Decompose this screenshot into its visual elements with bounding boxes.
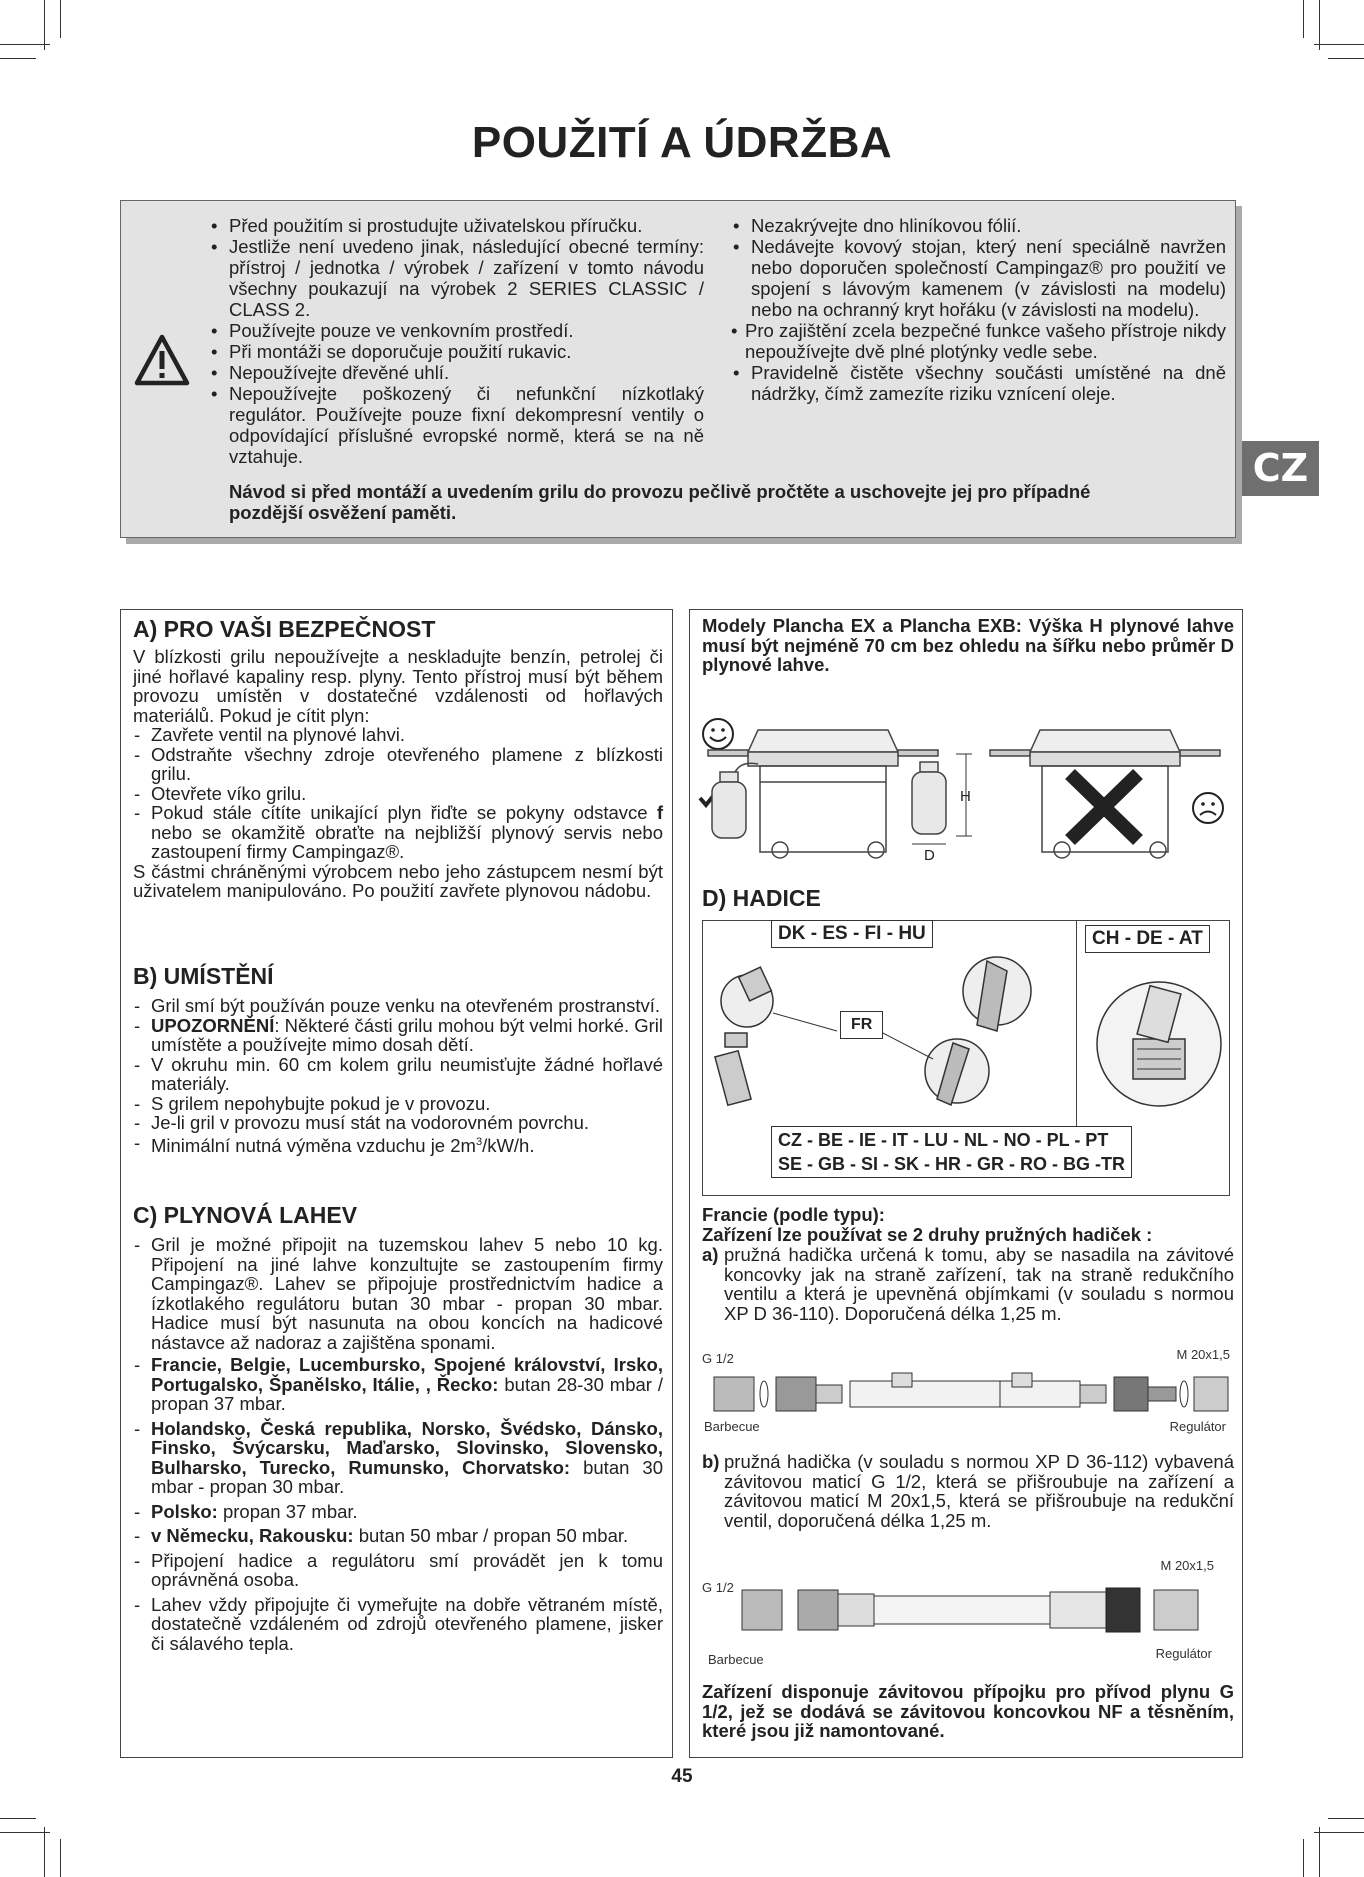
- label-dk-es-fi-hu: DK - ES - FI - HU: [771, 920, 933, 948]
- warning-item: • Nedávejte kovový stojan, který není speciálně navržen nebo doporučen společností Campingaz® pro použití ve spojení s lávovým kamenem (v závislosti na modelu) nebo na ochranný kryt hořáku (v závislosti na modelu).: [731, 236, 1226, 320]
- section-a-heading: A) PRO VAŠI BEZPEČNOST: [133, 616, 436, 642]
- crop-mark: [1319, 0, 1320, 50]
- hose-connector-diagram: [702, 920, 1230, 1196]
- grill-right: [990, 730, 1220, 858]
- fig-label-barbecue: Barbecue: [704, 1419, 760, 1434]
- crop-mark: [1314, 1832, 1364, 1833]
- crop-mark: [1328, 1818, 1364, 1819]
- hose-figure-b: [702, 1558, 1234, 1672]
- crop-mark: [1303, 0, 1304, 38]
- hose-b-illustration: [702, 1580, 1234, 1640]
- fig-label-regulator: Regulátor: [1169, 1419, 1226, 1434]
- section-a-outro: S částmi chráněnými výrobcem nebo jeho zástupcem nesmí být uživatelem manipulováno. Po použití zavřete plynovou nádobu.: [133, 860, 663, 901]
- warning-box: [120, 200, 1236, 538]
- item-bold: v Německu, Rakousku:: [151, 1525, 354, 1546]
- warning-item: • Pravidelně čistěte všechny součásti umístěné na dně nádržky, čímž zamezíte riziku vznícení oleje.: [731, 362, 1226, 404]
- gas-bottle-middle: [912, 762, 946, 834]
- item-sup: 3: [475, 1135, 483, 1148]
- fig-label-g12: G 1/2: [702, 1351, 734, 1366]
- list-item: - Otevřete víko grilu.: [133, 784, 663, 804]
- warning-item: • Jestliže není uvedeno jinak, následující obecné termíny: přístroj / jednotka / výrobek / zařízení v tomto návodu všechny poukazují na výrobek 2 SERIES CLASSIC / CLASS 2.: [209, 236, 704, 320]
- france-heading: [702, 1205, 1234, 1244]
- item-marker: b): [702, 1451, 720, 1472]
- page-number: 45: [671, 1766, 693, 1787]
- warning-item: • Nepoužívejte poškozený či nefunkční nízkotlaký regulátor. Používejte pouze fixní dekompresní ventily o odpovídající příslušné evropské normě, která se na ně vztahuje.: [209, 383, 704, 467]
- item-text: butan 28-30 mbar / propan 37 mbar.: [151, 1373, 663, 1414]
- section-b-heading: B) UMÍSTĚNÍ: [133, 963, 274, 989]
- list-item: - Zavřete ventil na plynové lahvi.: [133, 725, 663, 745]
- list-item: [133, 1419, 663, 1497]
- fig-label-m20: M 20x1,5: [1160, 1558, 1214, 1573]
- section-a-intro: V blízkosti grilu nepoužívejte a neskladujte benzín, petrolej či jiné hořlavé kapaliny resp. plyny. Tento přístroj musí být během provozu umístěn v dostatečné vzdálenosti od hořlavých materiálů. Pokud je cítit plyn:: [133, 646, 663, 726]
- section-a: [133, 616, 663, 901]
- france-heading-line: Zařízení lze používat se 2 druhy pružných hadiček :: [702, 1223, 1153, 1245]
- fig-label-barbecue: Barbecue: [708, 1652, 764, 1667]
- list-item: - Gril je možné připojit na tuzemskou lahev 5 nebo 10 kg. Připojení na jiné lahve konzultujte se zastoupením firmy Campingaz®. Lahev se připojuje prostřednictvím hadice a ízkotlakého regulátoru butan 30 mbar - propan 30 mbar. Hadice musí být nasunuta na obou koncích na hadicové nástavce až nadoraz a zajištěna sponami.: [133, 1235, 663, 1352]
- crop-mark: [44, 0, 45, 50]
- section-c-heading: C) PLYNOVÁ LAHEV: [133, 1202, 358, 1228]
- fig-label-regulator: Regulátor: [1155, 1646, 1212, 1661]
- hose-nozzle-right: [925, 957, 1031, 1105]
- list-item: [133, 1355, 663, 1414]
- list-item: [133, 1502, 663, 1522]
- diagram-divider: [1076, 921, 1077, 1126]
- warning-item: • Nezakrývejte dno hliníkovou fólií.: [731, 215, 1226, 236]
- crop-mark: [60, 0, 61, 38]
- crop-mark: [1328, 58, 1364, 59]
- fig-label-g12: G 1/2: [702, 1580, 734, 1595]
- warning-item: • Při montáži se doporučuje použití rukavic.: [209, 341, 704, 362]
- list-item: - S grilem nepohybujte pokud je v provozu.: [133, 1094, 663, 1114]
- france-item-a: [702, 1245, 1234, 1323]
- hose-nozzle-left: [715, 967, 773, 1105]
- crop-mark: [60, 1839, 61, 1877]
- item-marker: a): [702, 1244, 719, 1265]
- item-bold: f: [656, 802, 663, 823]
- hose-figure-a: [702, 1347, 1234, 1437]
- grill-clearance-diagram: [698, 712, 1234, 868]
- dimension-d-label: D: [924, 847, 935, 864]
- gas-bottle-left: [712, 772, 746, 838]
- item-text: pružná hadička určená k tomu, aby se nasadila na závitové koncovky jak na straně zařízení, tak na straně redukčního ventilu a která je upevněná objímkami (v souladu s normou XP D 36-110). Doporučená délka 1,25 m.: [724, 1244, 1234, 1324]
- crop-mark: [0, 1818, 36, 1819]
- section-d-heading: D) HADICE: [702, 885, 821, 911]
- item-bold: Holandsko, Česká republika, Norsko, Švédsko, Dánsko, Finsko, Švýcarsku, Maďarsko, Slovinsko, Slovensko, Bulharsko, Turecko, Rumunsko, Chorvatsko:: [151, 1417, 663, 1478]
- list-item: [133, 1133, 663, 1156]
- list-item: - Gril smí být používán pouze venku na otevřeném prostranství.: [133, 996, 663, 1016]
- list-item: [133, 1016, 663, 1055]
- crop-mark: [1319, 1827, 1320, 1877]
- list-item: [133, 1526, 663, 1546]
- list-item: - Je-li gril v provozu musí stát na vodorovném povrchu.: [133, 1113, 663, 1133]
- label-fr: FR: [840, 1011, 883, 1039]
- crop-mark: [0, 44, 50, 45]
- nozzle-illustrations: [707, 941, 1069, 1123]
- models-note: Modely Plancha EX a Plancha EXB: Výška H plynové lahve musí být nejméně 70 cm bez ohledu na šířku nebo průměr D plynové lahve.: [702, 615, 1234, 675]
- list-item: - Odstraňte všechny zdroje otevřeného plamene z blízkosti grilu.: [133, 745, 663, 784]
- crop-mark: [0, 58, 36, 59]
- list-item: - V okruhu min. 60 cm kolem grilu neumisťujte žádné hořlavé materiály.: [133, 1055, 663, 1094]
- france-item-row: [702, 1452, 1234, 1530]
- page-title: POUŽITÍ A ÚDRŽBA: [471, 118, 893, 167]
- list-item: - Lahev vždy připojujte či vymeřujte na dobře větraném místě, dostatečně vzdáleném od zdrojů otevřeného plamene, jisker či sálavého tepla.: [133, 1595, 663, 1654]
- item-text: pružná hadička (v souladu s normou XP D 36-112) vybavená závitovou maticí G 1/2, která se přišroubuje na zařízení a závitovou maticí M 20x1,5, která se přišroubuje na redukční ventil, doporučená délka 1,25 m.: [724, 1451, 1234, 1531]
- warning-item: • Pro zajištění zcela bezpečné funkce vašeho přístroje nikdy nepoužívejte dvě plné plotýnky vedle sebe.: [731, 320, 1226, 362]
- section-c: [133, 1202, 663, 1653]
- crop-mark: [44, 1827, 45, 1877]
- item-bold: UPOZORNĚNÍ: [151, 1014, 275, 1036]
- crop-mark: [0, 1832, 50, 1833]
- item-text: : Některé části grilu mohou být velmi horké. Gril umístěte a používejte mimo dosah dětí.: [151, 1014, 663, 1055]
- label-ch-de-at: CH - DE - AT: [1085, 925, 1210, 953]
- smiley-icon: [703, 719, 733, 749]
- label-line: SE - GB - SI - SK - HR - GR - RO - BG -TR: [778, 1154, 1125, 1174]
- france-item-row: [702, 1245, 1234, 1323]
- final-note: Zařízení disponuje závitovou přípojku pro přívod plynu G 1/2, jež se dodává se závitovou koncovkou NF a těsněním, které jsou již namontované.: [702, 1681, 1234, 1741]
- crop-mark: [1314, 44, 1364, 45]
- item-text: Minimální nutná výměna vzduchu je 2m: [151, 1134, 476, 1156]
- item-text: Pokud stále cítíte unikající plyn řiďte se pokyny odstavce: [151, 802, 657, 823]
- item-bold: Francie, Belgie, Lucembursko, Spojené království, Irsko, Portugalsko, Španělsko, Itálie, , Řecko:: [151, 1354, 663, 1395]
- warning-item: • Nepoužívejte dřevěné uhlí.: [209, 362, 704, 383]
- language-tab: CZ: [1242, 441, 1319, 496]
- hose-a-illustration: [702, 1367, 1234, 1417]
- section-b: [133, 963, 663, 1155]
- crop-mark: [1303, 1839, 1304, 1877]
- warning-triangle-icon: [133, 333, 191, 389]
- warning-left-column: [209, 215, 704, 467]
- item-bold: Polsko:: [151, 1500, 218, 1522]
- dimension-h-label: H: [960, 788, 971, 805]
- warning-item: • Používejte pouze ve venkovním prostředí.: [209, 320, 704, 341]
- fig-label-m20: M 20x1,5: [1176, 1347, 1230, 1362]
- sad-face-icon: [1193, 793, 1223, 823]
- label-eu-countries: [771, 1126, 1132, 1178]
- list-item: - Připojení hadice a regulátoru smí provádět jen k tomu oprávněná osoba.: [133, 1551, 663, 1590]
- france-item-b: [702, 1452, 1234, 1530]
- item-text: butan 30 mbar - propan 30 mbar.: [151, 1456, 663, 1497]
- label-line: CZ - BE - IE - IT - LU - NL - NO - PL - PT: [778, 1130, 1109, 1150]
- item-text: nebo se okamžitě obraťte na nejbližší plynový servis nebo zastoupení firmy Campingaz®.: [151, 821, 663, 862]
- right-panel: [689, 609, 1243, 1758]
- thread-fitting-illustration: [1093, 969, 1225, 1119]
- warning-right-column: [731, 215, 1226, 404]
- cross-icon: [1070, 774, 1138, 840]
- item-text: butan 50 mbar / propan 50 mbar.: [353, 1525, 629, 1546]
- item-text: propan 37 mbar.: [217, 1500, 358, 1522]
- france-heading-line: Francie (podle typu):: [702, 1204, 885, 1225]
- warning-bold-note: Návod si před montáží a uvedením grilu do provozu pečlivě pročtěte a uschovejte jej pro případné pozdější osvěžení paměti.: [229, 481, 1091, 523]
- warning-item: • Před použitím si prostudujte uživatelskou příručku.: [209, 215, 704, 236]
- item-text: /kW/h.: [482, 1134, 535, 1156]
- left-panel: [120, 609, 673, 1758]
- list-item: [133, 803, 663, 862]
